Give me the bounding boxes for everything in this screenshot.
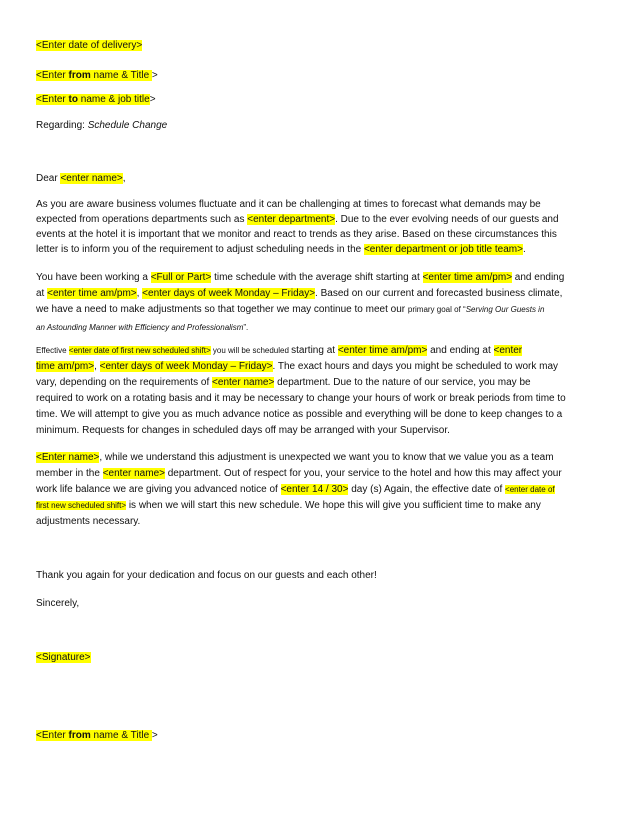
department-team-placeholder: <enter department or job title team>: [363, 244, 523, 255]
para3-line3: vary, depending on the requirements of <enter name> department. Due to the nature of our service, you may be: [36, 377, 531, 388]
from-line: <Enter from name & Title >: [36, 70, 158, 81]
regarding-line: Regarding: Schedule Change: [36, 120, 168, 131]
para3-line5: time. We will attempt to give you as much advance notice as possible and everything will be done to keep changes to a: [36, 409, 563, 420]
days-of-week-placeholder: <enter days of week Monday – Friday>: [142, 288, 316, 299]
to-placeholder: <Enter to name & job title: [36, 94, 150, 105]
dept-name-placeholder: <enter name>: [212, 377, 275, 388]
salutation: Dear <enter name>,: [36, 173, 126, 184]
employee-name-placeholder: <Enter name>: [36, 452, 100, 463]
para1-line4: letter is to inform you of the requirement to adjust scheduling needs in the <enter department or job title team>.: [36, 244, 526, 255]
signature-placeholder: <Signature>: [36, 652, 91, 663]
dept-name-placeholder-2: <enter name>: [102, 468, 165, 479]
para3-line6: minimum. Requests for changes in scheduled days off may be arranged with your Supervisor.: [36, 425, 450, 436]
para1-line1: As you are aware business volumes fluctuate and it can be challenging at times to forecast what demands may be: [36, 199, 541, 210]
new-end-time-placeholder-b: time am/pm>: [36, 361, 95, 372]
para2-line4: an Astounding Manner with Efficiency and Professionalism”.: [36, 323, 249, 332]
para2-line3: we have a need to make adjustments so that together we may continue to meet our primary goal of “Serving Our Guests in: [36, 304, 545, 315]
start-time-placeholder: <enter time am/pm>: [422, 272, 513, 283]
para2-line1: You have been working a <Full or Part> time schedule with the average shift starting at <enter time am/pm> and ending: [36, 272, 565, 283]
effective-date-placeholder: <enter date of first new scheduled shift>: [68, 346, 211, 355]
closing-from-placeholder: <Enter from name & Title: [36, 730, 152, 741]
para3-line1: Effective <enter date of first new scheduled shift> you will be scheduled starting at <enter time am/pm> and ending at <enter: [36, 345, 523, 356]
new-days-of-week-placeholder: <enter days of week Monday – Friday>: [99, 361, 273, 372]
closing-from-line: <Enter from name & Title >: [36, 730, 158, 741]
sincerely-line: Sincerely,: [36, 598, 80, 609]
new-end-time-placeholder-a: <enter: [493, 345, 523, 356]
delivery-date-line: [36, 40, 142, 52]
para2-line2: at <enter time am/pm>, <enter days of week Monday – Friday>. Based on our current and forecasted business climate,: [36, 288, 563, 299]
effective-date-placeholder-2b: first new scheduled shift>: [36, 501, 127, 510]
para3-line2: time am/pm>, <enter days of week Monday – Friday>. The exact hours and days you might be scheduled to work may: [36, 361, 559, 372]
para1-line3: events at the hotel it is important that we monitor and react to trends as they arise. Based on these circumstances this: [36, 229, 557, 240]
para4-line4: first new scheduled shift> is when we will start this new schedule. We hope this will give you sufficient time to make any: [36, 500, 541, 511]
department-placeholder: <enter department>: [247, 214, 336, 225]
schedule-type-placeholder: <Full or Part>: [150, 272, 212, 283]
end-time-placeholder: <enter time am/pm>: [47, 288, 137, 299]
para4-line5: adjustments necessary.: [36, 516, 141, 527]
delivery-date-placeholder: <Enter date of delivery>: [36, 40, 143, 51]
para1-line2: expected from operations departments such as <enter department>. Due to the ever evolving needs of our guests and: [36, 214, 559, 225]
para4-line2: member in the <enter name> department. Out of respect for you, your service to the hotel and how this may affect your: [36, 468, 562, 479]
from-placeholder: <Enter from name & Title: [36, 70, 152, 81]
new-start-time-placeholder: <enter time am/pm>: [337, 345, 428, 356]
signature-line: [36, 652, 91, 664]
notice-days-placeholder: <enter 14 / 30>: [280, 484, 349, 495]
thank-you-line: Thank you again for your dedication and focus on our guests and each other!: [36, 570, 377, 581]
para4-line3: work life balance we are giving you advanced notice of <enter 14 / 30> day (s) Again, the effective date of <enter date of: [36, 484, 555, 495]
para3-line4: required to work on a rotating basis and it may be necessary to change your hours of work or break periods from time to: [36, 393, 566, 404]
effective-date-placeholder-2a: <enter date of: [505, 485, 555, 494]
para4-line1: <Enter name>, while we understand this adjustment is unexpected we want you to know that we value you as a team: [36, 452, 554, 463]
recipient-name-placeholder: <enter name>: [60, 173, 123, 184]
to-line: <Enter to name & job title>: [36, 94, 156, 105]
